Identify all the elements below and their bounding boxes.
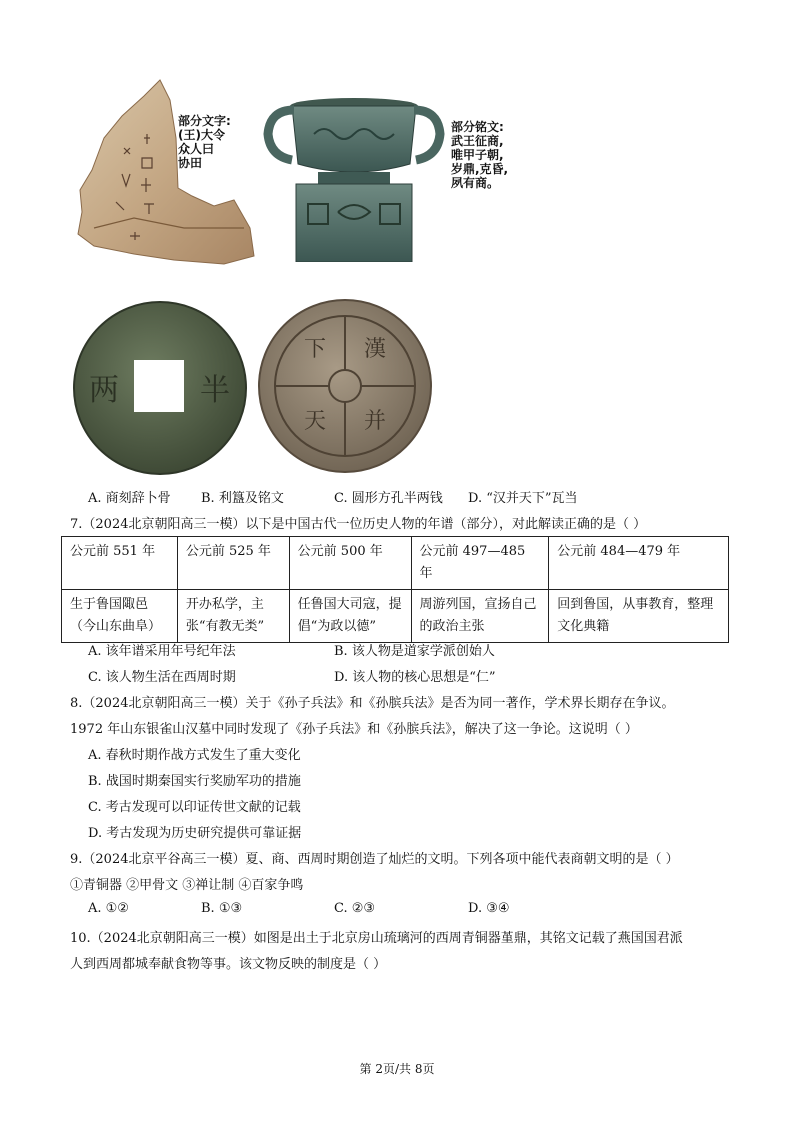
q6-option-b: B. 利簋及铭文 — [201, 491, 284, 506]
q6-option-a: A. 商刻辞卜骨 — [88, 491, 171, 506]
tile-glyph: 漢 — [363, 337, 387, 362]
bronze-caption-line: 唯甲子朝, — [451, 148, 504, 162]
table-cell: 任鲁国大司寇，提倡“为政以德” — [289, 590, 411, 643]
wadang-tile-image — [257, 298, 433, 474]
q9-items: ①青铜器 ②甲骨文 ③禅让制 ④百家争鸣 — [70, 878, 304, 893]
table-cell: 公元前 484—479 年 — [549, 537, 729, 590]
q10-stem-cont: 人到西周都城奉献食物等事。该文物反映的制度是（ ） — [70, 957, 387, 972]
coin-glyph-liang: 两 — [89, 373, 119, 408]
tile-glyph: 下 — [303, 337, 327, 362]
tile-glyph: 并 — [363, 409, 387, 434]
oracle-caption-line: 众人曰 — [178, 142, 215, 156]
q7-stem: 7.（2024北京朝阳高三一模）以下是中国古代一位历史人物的年谱（部分），对此解读正确的是（ ） — [70, 517, 647, 532]
q8-option-c: C. 考古发现可以印证传世文献的记载 — [88, 800, 301, 815]
table-cell: 公元前 497—485 年 — [411, 537, 549, 590]
table-row — [62, 590, 729, 643]
q9-option-d: D. ③④ — [468, 901, 510, 916]
banliang-coin-image — [72, 300, 248, 476]
q6-option-c: C. 圆形方孔半两钱 — [334, 491, 443, 506]
coin-glyph-ban: 半 — [200, 373, 230, 408]
q6-option-d: D. “汉并天下”瓦当 — [468, 491, 578, 506]
oracle-caption-line: 协田 — [178, 156, 203, 170]
q7-option-b: B. 该人物是道家学派创始人 — [334, 644, 495, 659]
bronze-caption-line: 夙有商。 — [451, 176, 500, 190]
bronze-caption-line: 部分铭文: — [451, 120, 504, 134]
q8-option-b: B. 战国时期秦国实行奖励军功的措施 — [88, 774, 301, 789]
q7-option-c: C. 该人物生活在西周时期 — [88, 670, 236, 685]
q8-stem-cont: 1972 年山东银雀山汉墓中同时发现了《孙子兵法》和《孙膑兵法》，解决了这一争论。这说明（ ） — [70, 722, 638, 737]
q8-option-a: A. 春秋时期作战方式发生了重大变化 — [88, 748, 301, 763]
q7-option-a: A. 该年谱采用年号纪年法 — [88, 644, 236, 659]
bronze-caption-line: 岁鼎,克昏, — [451, 162, 509, 176]
table-cell: 周游列国，宣扬自己的政治主张 — [411, 590, 549, 643]
bronze-caption-line: 武王征商, — [451, 134, 504, 148]
q9-option-c: C. ②③ — [334, 901, 376, 916]
tile-glyph: 天 — [303, 409, 327, 434]
oracle-caption-line: 部分文字: — [178, 114, 231, 128]
q8-stem: 8.（2024北京朝阳高三一模）关于《孙子兵法》和《孙膑兵法》是否为同一著作，学术界长期存在争议。 — [70, 696, 675, 711]
q7-option-d: D. 该人物的核心思想是“仁” — [334, 670, 496, 685]
q9-stem: 9.（2024北京平谷高三一模）夏、商、西周时期创造了灿烂的文明。下列各项中能代表商朝文明的是（ ） — [70, 852, 679, 867]
table-cell: 公元前 551 年 — [62, 537, 178, 590]
table-cell: 回到鲁国，从事教育，整理文化典籍 — [549, 590, 729, 643]
bronze-caption — [451, 120, 508, 190]
table-cell: 公元前 525 年 — [177, 537, 289, 590]
oracle-caption — [178, 114, 231, 170]
table-cell: 公元前 500 年 — [289, 537, 411, 590]
table-cell: 生于鲁国陬邑（今山东曲阜） — [62, 590, 178, 643]
oracle-caption-line: (王)大令 — [178, 128, 225, 142]
q7-chronicle-table — [61, 536, 729, 643]
q10-stem: 10.（2024北京朝阳高三一模）如图是出土于北京房山琉璃河的西周青铜器堇鼎，其铭文记载了燕国国君派 — [70, 931, 683, 946]
bronze-gui-image — [262, 94, 446, 262]
page-footer: 第 2页/共 8页 — [359, 1062, 435, 1076]
q9-option-b: B. ①③ — [201, 901, 243, 916]
q8-option-d: D. 考古发现为历史研究提供可靠证据 — [88, 826, 302, 841]
table-row — [62, 537, 729, 590]
q9-option-a: A. ①② — [88, 901, 129, 916]
table-cell: 开办私学，主张“有教无类” — [177, 590, 289, 643]
oracle-bone-image — [74, 78, 256, 266]
